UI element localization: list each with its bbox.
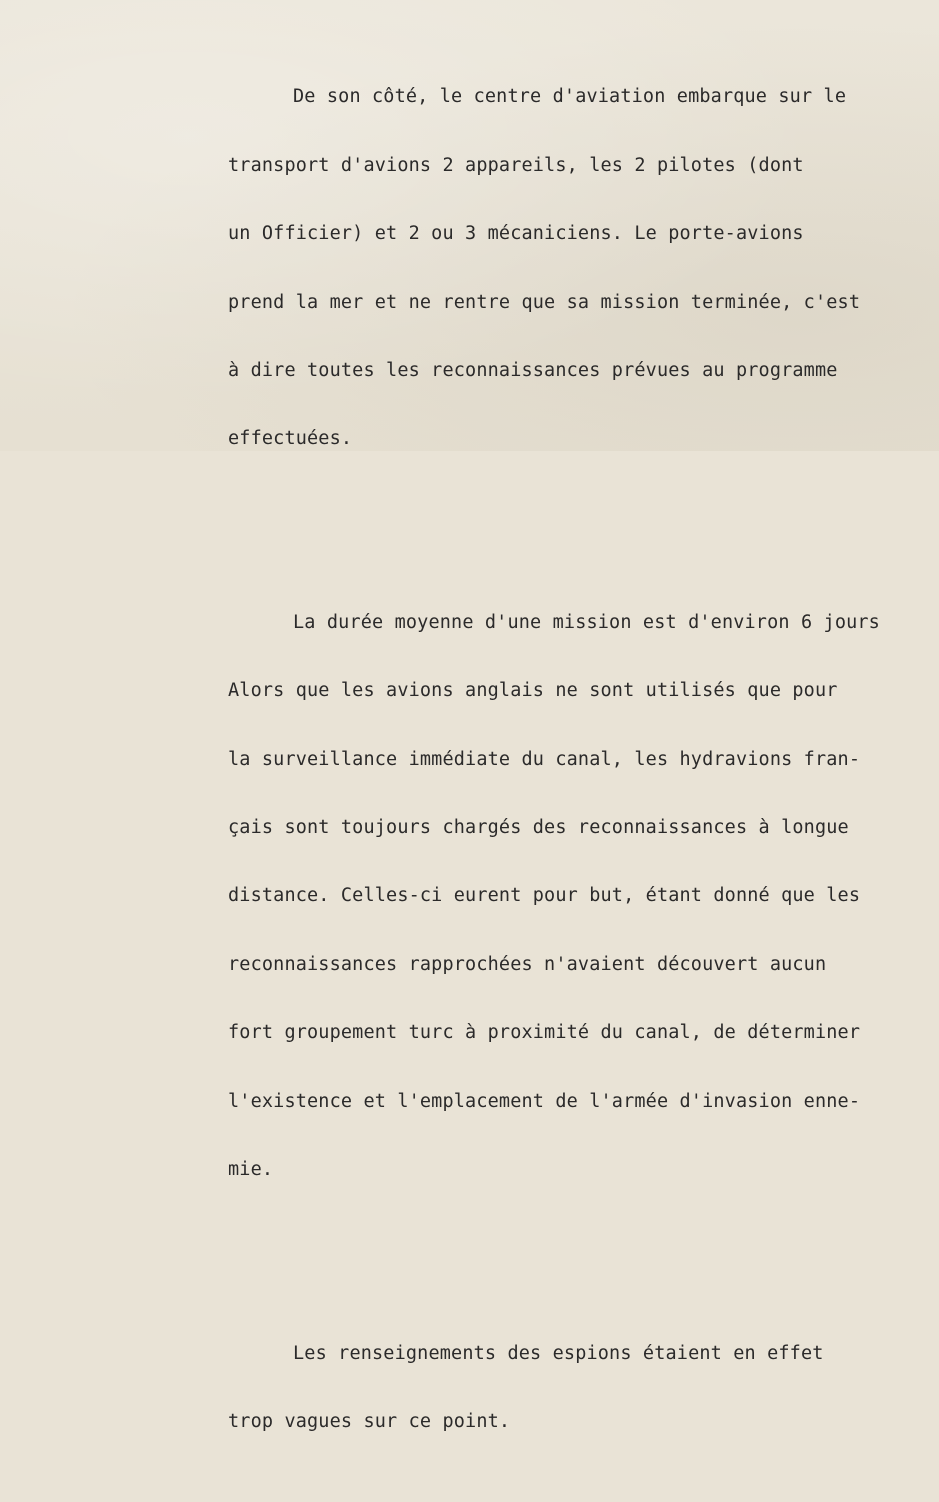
typed-text-block (228, 18, 928, 1502)
text-line: l'existence et l'emplacement de l'armée d'invasion enne- (228, 1090, 861, 1112)
text-line: trop vagues sur ce point. (228, 1411, 511, 1433)
text-line: Les renseignements des espions étaient en effet (293, 1342, 824, 1364)
text-line: La durée moyenne d'une mission est d'environ 6 jours (293, 611, 880, 633)
text-line: à dire toutes les reconnaissances prévues au programme (228, 359, 838, 381)
text-line: De son côté, le centre d'aviation embarque sur le (293, 86, 847, 108)
text-line: transport d'avions 2 appareils, les 2 pilotes (dont (228, 154, 804, 176)
text-line: un Officier) et 2 ou 3 mécaniciens. Le porte-avions (228, 223, 804, 245)
text-line: distance. Celles-ci eurent pour but, étant donné que les (228, 885, 861, 907)
text-line: çais sont toujours chargés des reconnaissances à longue (228, 817, 849, 839)
text-line: la surveillance immédiate du canal, les hydravions fran- (228, 748, 861, 770)
text-line: fort groupement turc à proximité du canal, de déterminer (228, 1022, 861, 1044)
text-line: reconnaissances rapprochées n'avaient découvert aucun (228, 953, 827, 975)
text-line: Alors que les avions anglais ne sont utilisés que pour (228, 680, 838, 702)
paragraph-gap (228, 520, 928, 544)
text-line: prend la mer et ne rentre que sa mission terminée, c'est (228, 291, 861, 313)
text-line: effectuées. (228, 428, 353, 450)
paragraph-gap (228, 1250, 928, 1274)
text-line: mie. (228, 1159, 274, 1181)
